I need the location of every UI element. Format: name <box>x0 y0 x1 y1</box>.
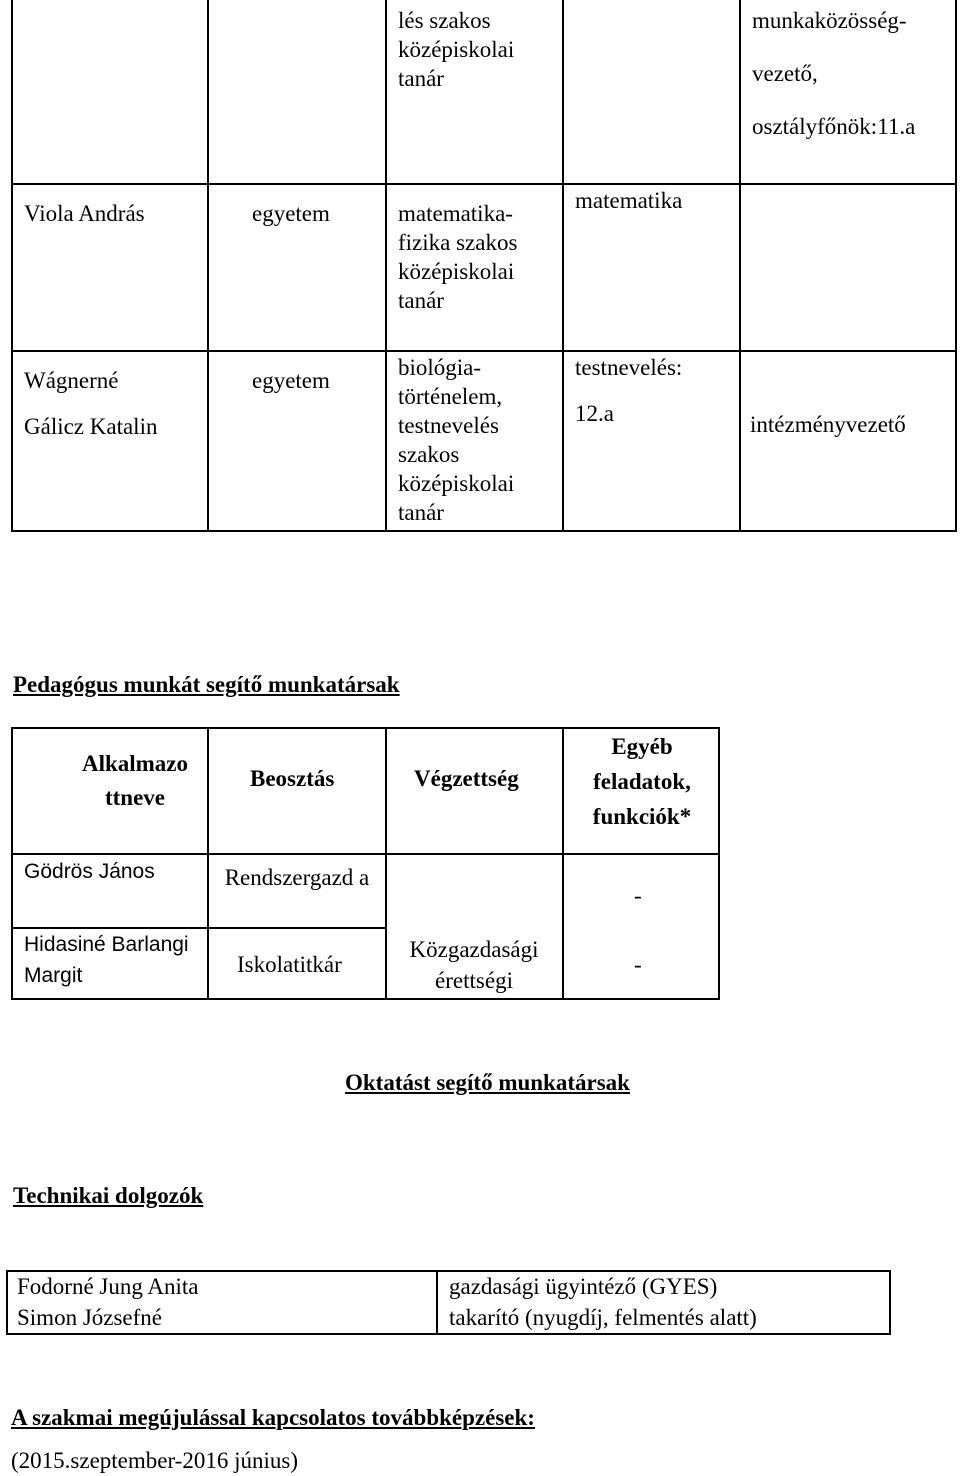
table-rule <box>889 1270 891 1335</box>
staff-other: - <box>634 883 642 908</box>
table-rule <box>385 0 387 532</box>
table-rule <box>207 727 209 1000</box>
column-header: Egyéb feladatok, funkciók* <box>592 734 692 829</box>
staff-name: Gödrös János <box>24 860 155 883</box>
technical-name: Fodorné Jung Anita <box>17 1274 199 1299</box>
table-rule <box>207 0 209 532</box>
qualification-cell: matematika- fizika szakos középiskolai tanár <box>398 201 518 313</box>
subjects-cell: matematika <box>575 188 683 213</box>
table-rule <box>562 0 564 532</box>
technical-name: Simon Józsefné <box>17 1305 163 1330</box>
teacher-name: Wágnerné Gálicz Katalin <box>24 368 158 439</box>
table-rule <box>718 727 720 1000</box>
table-rule <box>11 853 719 855</box>
table-rule <box>6 1270 8 1335</box>
technical-role: gazdasági ügyintéző (GYES) <box>449 1274 718 1299</box>
other-duties-cell: munkaközösség- vezető, osztályfőnök:11.a <box>752 8 916 139</box>
table-rule <box>11 727 13 1000</box>
column-header: Alkalmazo ttneve <box>81 751 189 810</box>
degree-cell: egyetem <box>252 201 330 226</box>
table-rule <box>11 183 957 185</box>
staff-other: - <box>634 952 642 977</box>
table-rule <box>11 350 957 352</box>
subjects-cell: testnevelés: 12.a <box>575 355 683 426</box>
qualification-cell: biológia- történelem, testnevelés szakos középiskolai tanár <box>398 355 515 525</box>
other-duties-cell: intézményvezető <box>750 412 906 437</box>
table-rule <box>207 927 385 929</box>
section-title-teaching-support: Oktatást segítő munkatársak <box>345 1070 630 1095</box>
table-rule <box>11 530 957 532</box>
technical-role: takarító (nyugdíj, felmentés alatt) <box>449 1305 757 1330</box>
table-rule <box>11 998 719 1000</box>
section-title-staff: Pedagógus munkát segítő munkatársak <box>13 672 400 697</box>
staff-education: Közgazdasági érettségi <box>409 937 539 993</box>
table-rule <box>562 727 564 1000</box>
staff-name: Hidasiné Barlangi Margit <box>24 933 189 987</box>
table-rule <box>11 0 13 532</box>
column-header: Beosztás <box>250 766 335 791</box>
section-title-training: A szakmai megújulással kapcsolatos továbbképzések: <box>11 1405 535 1430</box>
teacher-name: Viola András <box>24 201 145 226</box>
table-rule <box>955 0 957 532</box>
table-rule <box>385 727 387 1000</box>
qualification-cell: lés szakos középiskolai tanár <box>398 8 515 91</box>
staff-position: Rendszergazd a <box>224 865 370 890</box>
column-header: Végzettség <box>414 766 519 791</box>
staff-position: Iskolatitkár <box>237 952 342 977</box>
degree-cell: egyetem <box>252 368 330 393</box>
section-title-technical: Technikai dolgozók <box>13 1183 204 1208</box>
table-rule <box>739 0 741 532</box>
training-period: (2015.szeptember-2016 június) <box>11 1448 298 1473</box>
table-rule <box>436 1270 438 1335</box>
table-rule <box>6 1333 891 1335</box>
